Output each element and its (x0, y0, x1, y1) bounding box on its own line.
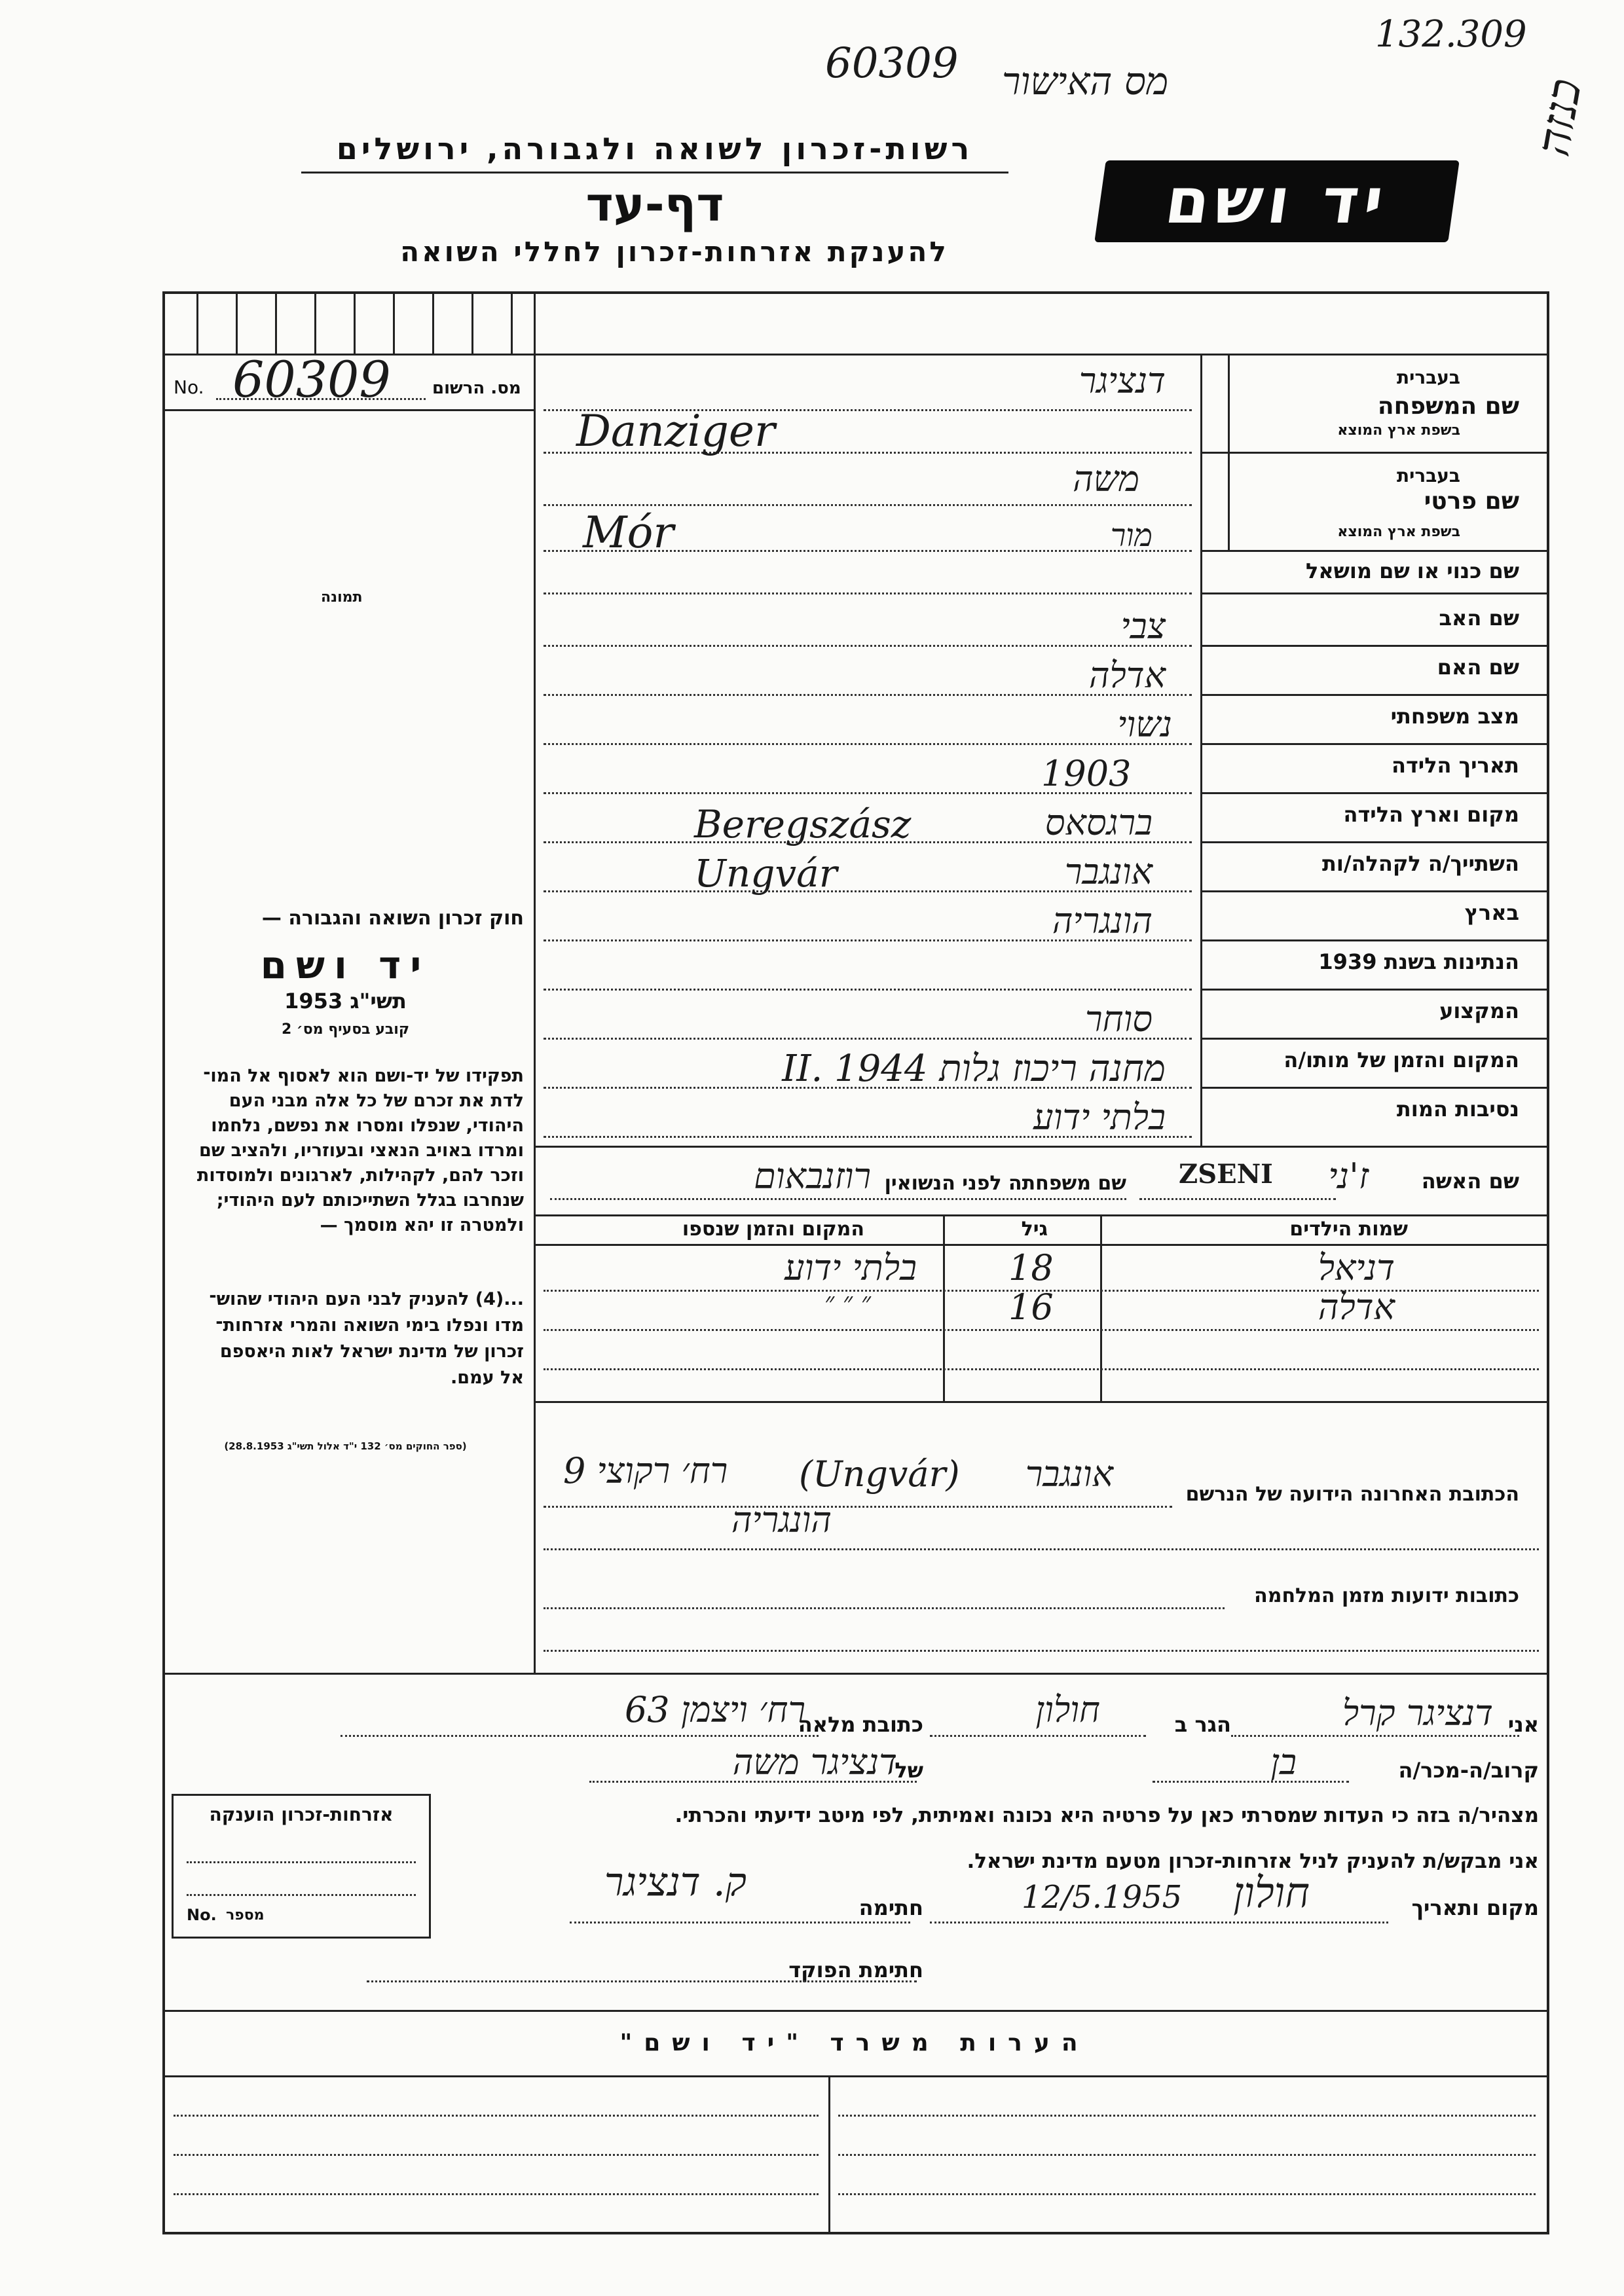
birthdate-value: 1903 (1041, 753, 1132, 794)
country-value: הונגריה (1052, 900, 1153, 941)
law-line: תפקידו של יד-ושם הוא לאסוף אל המו־ (203, 1066, 524, 1086)
declarant-full-address-label: כתובת מלאה (798, 1712, 923, 1737)
surname-label: שם המשפחה (1377, 393, 1519, 420)
death-cause-label: נסיבות המות (1396, 1097, 1519, 1121)
law-line: אל עמם. (451, 1368, 524, 1388)
law-line: היהודי, שנפלו ומסרו את נפשם, נלחמו (211, 1116, 524, 1136)
law-line: מדו ונפלו בימי השואה והמרי אזרחות־ (215, 1315, 524, 1336)
death-place-label: המקום והזמן של מותו/ה (1283, 1048, 1519, 1072)
law-line: לדת את זכרם של כל אלה מבני העם (229, 1091, 524, 1111)
wife-maiden-value: רוזנבאום (754, 1156, 871, 1197)
country-label: בארץ (1464, 900, 1519, 925)
birthplace-latin-value: Beregszász (694, 802, 912, 847)
firstname-label: שם פרטי (1424, 488, 1519, 515)
request-text: אני מבקש/ת להעניק לניל אזרחות-זכרון מטעם מדינת ישראל. (967, 1850, 1539, 1873)
wife-label: שם האשה (1421, 1169, 1519, 1194)
surname-he-value: דנציגר (1079, 360, 1166, 401)
law-name: יד ושם (260, 943, 431, 987)
side-scribble: כנזה (1526, 75, 1593, 160)
wife-latin-value: ZSENI (1179, 1159, 1273, 1190)
marital-label: מצב משפחתי (1390, 704, 1519, 729)
logo-text: יד ושם (1160, 164, 1393, 238)
declarant-city: חולון (1035, 1689, 1100, 1730)
wife-value: ז'ני (1328, 1156, 1369, 1197)
children-names-header: שמות הילדים (1289, 1218, 1408, 1241)
table-row: 18 (1008, 1247, 1054, 1288)
community-latin-value: Ungvár (694, 851, 838, 896)
authority-underline (301, 172, 1008, 173)
office-notes-title: הערות משרד "יד ושם" (619, 2030, 1090, 2056)
birthplace-he-value: ברגסאס (1044, 802, 1153, 843)
profession-label: המקצוע (1439, 998, 1519, 1023)
mother-label: שם האם (1437, 655, 1519, 680)
father-value: צבי (1120, 606, 1166, 647)
table-row: ״ ״ ״ (824, 1287, 871, 1317)
law-line: וזכר להם, לקהילות, לארגונים ולמוסדות (196, 1165, 524, 1186)
surname-in-hebrew: בעברית (1396, 367, 1460, 388)
community-label: השתייך/ה לקהלה/ות (1321, 851, 1519, 876)
registration-no-label: No. (174, 376, 204, 398)
form-subtitle: להענקת אזרחות-זכרון לחללי השואה (400, 236, 949, 268)
law-line: ולמטרה זו יהא מוסמך — (320, 1215, 524, 1235)
place-date-label: מקום ותאריך (1411, 1895, 1539, 1920)
law-para2 (167, 1286, 524, 1391)
date-value: 12/5.1955 (1022, 1879, 1183, 1916)
firstname-in-origin: בשפת ארץ המוצא (1337, 524, 1460, 540)
last-address-he: אונגבר (1025, 1453, 1113, 1495)
reg-note-number: 60309 (825, 39, 959, 88)
corner-number: 132.309 (1375, 13, 1527, 56)
law-line: ומרדו באויב הנאצי ובעוזריו, ולהציב שם (198, 1140, 524, 1161)
officer-signature-label: חתימת הפוקד (788, 1958, 923, 1982)
relation-label: קרוב/ה-מכר/ה (1398, 1758, 1539, 1783)
nickname-label: שם כנוי או שם מושאל (1305, 558, 1519, 583)
citizenship-box (172, 1794, 431, 1939)
form-title: דף-עד (585, 177, 724, 232)
registration-label: מס. הרשום (432, 378, 521, 398)
photo-label: תמונה (321, 589, 363, 606)
death-place-value: מחנה ריכוז גלות II. 1944 (782, 1048, 1166, 1090)
signature-value: ק. דנציגר (604, 1859, 747, 1905)
table-row: 16 (1008, 1286, 1054, 1328)
declarant-i-label: אני (1507, 1712, 1539, 1737)
citizenship-box-no-he: מספר (226, 1907, 265, 1923)
authority-line: רשות-זכרון לשואה ולגבורה, ירושלים (336, 131, 974, 166)
last-address-street: רח׳ רקוצי 9 (563, 1450, 728, 1491)
registration-number: 60309 (232, 350, 391, 409)
law-para1 (167, 1064, 524, 1238)
profession-value: סוחר (1084, 998, 1153, 1040)
law-heading: חוק זכרון השואה והגבורה — (261, 907, 524, 930)
table-row: אדלה (1318, 1286, 1395, 1328)
surname-in-origin: בשפת ארץ המוצא (1337, 422, 1460, 439)
law-line: זכרון של מדינת ישראל לאות היאספם (219, 1341, 524, 1362)
law-source: (ספר החוקים מס׳ 132 י"ד אלול תשי"ג 28.8.1953) (224, 1440, 467, 1452)
relation-value: בן (1270, 1741, 1297, 1783)
war-address-label: כתובות ידועות מזמן המלחמה (1254, 1584, 1519, 1607)
birthplace-label: מקום וארץ הלידה (1343, 802, 1519, 827)
firstname-origin-he-value: מור (1110, 517, 1153, 554)
declarant-resides-label: הגר ב (1174, 1712, 1231, 1737)
law-line: ...(4) להעניק לבני העם היהודי שהוש־ (209, 1289, 524, 1309)
of-label: של (895, 1758, 923, 1783)
father-label: שם האב (1439, 606, 1519, 630)
firstname-he-value: משה (1073, 458, 1139, 500)
citizenship-box-title: אזרחות-זכרון הוענקה (209, 1804, 394, 1825)
declaration-text: מצהיר/ה בזה כי העדות שמסרתי כאן על פרטיה היא נכונה ואמיתית, לפי מיטב ידיעתי והכרתי. (674, 1804, 1539, 1827)
birthdate-label: תאריך הלידה (1391, 753, 1519, 778)
last-address-line2: הונגריה (731, 1499, 832, 1540)
citizenship-label: הנתינות בשנת 1939 (1318, 949, 1519, 974)
death-cause-value: בלתי ידוע (1033, 1097, 1166, 1138)
citizenship-box-no: No. (187, 1906, 217, 1924)
of-value: דנציגר משה (732, 1741, 897, 1783)
last-address-label: הכתובת האחרונה הידועה של הנרשם (1185, 1483, 1519, 1506)
reg-note-label: מס האישור (1002, 59, 1169, 103)
marital-value: נשוי (1117, 704, 1172, 745)
mother-value: אדלה (1088, 655, 1166, 696)
place-value: חולון (1233, 1869, 1310, 1918)
children-place-header: המקום והזמן שנספו (682, 1218, 864, 1241)
children-age-header: גיל (1021, 1218, 1048, 1241)
firstname-in-hebrew: בעברית (1396, 465, 1460, 486)
declarant-full-address: רח׳ ויצמן 63 (624, 1689, 805, 1730)
law-clause: קובע בסעיף מס׳ 2 (281, 1021, 410, 1038)
yad-vashem-logo (1094, 160, 1460, 242)
last-address-latin: (Ungvár) (799, 1453, 960, 1495)
table-row: בלתי ידוע (784, 1247, 917, 1288)
community-he-value: אונגבר (1064, 851, 1153, 892)
wife-maiden-label: שם משפחתה לפני הנשואין (884, 1172, 1126, 1195)
surname-origin-value: Danziger (576, 406, 775, 456)
signature-label: חתימה (858, 1895, 923, 1920)
table-row: דניאל (1318, 1247, 1395, 1288)
firstname-origin-value: Mór (583, 507, 674, 558)
law-line: שנחרבו בגלל השתייכותם לעם היהודי; (216, 1190, 524, 1211)
law-year: תשי"ג 1953 (284, 989, 407, 1013)
declarant-name: דנציגר קרל (1342, 1692, 1493, 1734)
